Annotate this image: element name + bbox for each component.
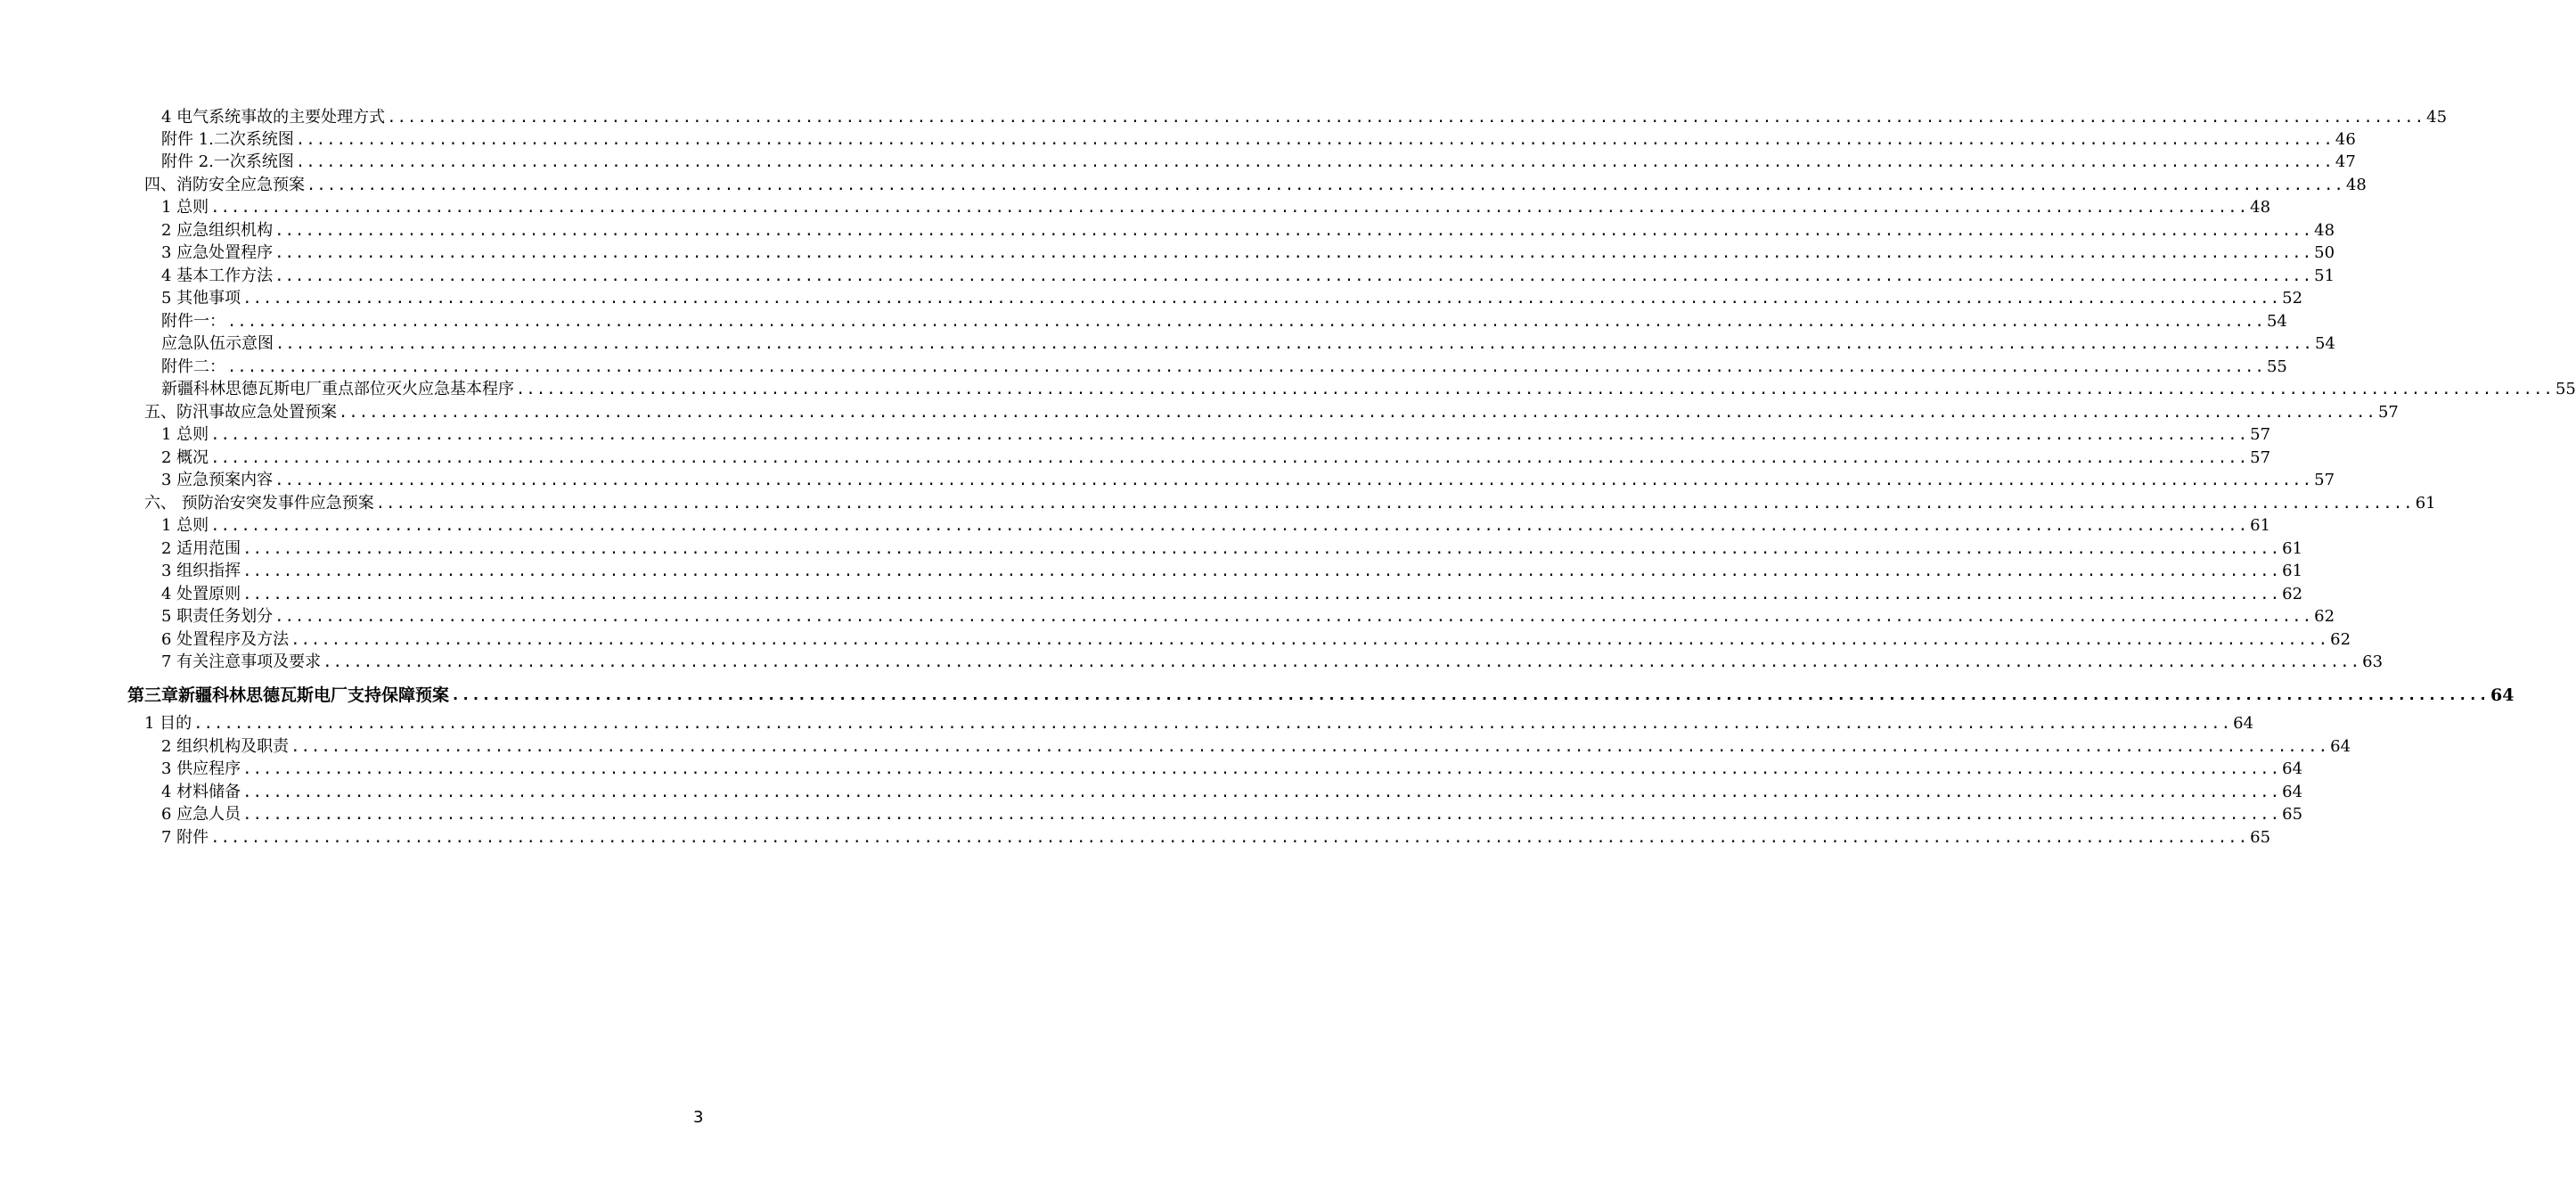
toc-entry-page: 62: [2282, 585, 2303, 603]
toc-entry-label: 5 其他事项: [161, 289, 241, 308]
toc-entry-page: 64: [2330, 737, 2351, 756]
toc-entry[interactable]: [161, 423, 2271, 445]
toc-entry[interactable]: [161, 286, 2303, 308]
dot-leader: ........................................................................................................................................................................................................: [307, 176, 2344, 194]
toc-entry-label: 2 概况: [161, 448, 209, 467]
toc-entry-page: 64: [2490, 685, 2515, 705]
toc-entry-label: 4 材料储备: [161, 783, 241, 801]
toc-entry-page: 55: [2555, 380, 2576, 398]
dot-leader: ........................................................................................................................................................................................................: [210, 199, 2249, 217]
toc-entry[interactable]: [161, 127, 2356, 150]
toc-entry-label: 四、消防安全应急预案: [144, 176, 305, 194]
toc-entry-page: 61: [2282, 539, 2303, 558]
toc-entry-page: 55: [2266, 357, 2287, 376]
toc-entry-label: 6 应急人员: [161, 805, 241, 824]
toc-entry-label: 7 附件: [161, 828, 209, 847]
dot-leader: ........................................................................................................................................................................................................: [193, 715, 2232, 733]
toc-entry-page: 61: [2250, 516, 2271, 535]
toc-entry[interactable]: [161, 802, 2303, 825]
toc-entry-page: 54: [2266, 312, 2287, 331]
dot-leader: ........................................................................................................................................................................................................: [295, 153, 2334, 171]
dot-leader: ........................................................................................................................................................................................................: [375, 495, 2414, 513]
toc-entry-label: 6 处置程序及方法: [161, 630, 290, 649]
toc-entry[interactable]: [161, 628, 2351, 650]
toc-entry[interactable]: [161, 446, 2271, 468]
dot-leader: ........................................................................................................................................................................................................: [290, 631, 2329, 649]
toc-entry[interactable]: [144, 711, 2254, 734]
toc-entry[interactable]: [161, 332, 2335, 354]
toc-entry-label: 4 处置原则: [161, 585, 241, 603]
toc-entry[interactable]: [161, 195, 2271, 217]
toc-entry[interactable]: [161, 264, 2335, 286]
dot-leader: ........................................................................................................................................................................................................: [227, 358, 2265, 376]
dot-leader: ........................................................................................................................................................................................................: [242, 586, 2281, 603]
dot-leader: ........................................................................................................................................................................................................: [323, 653, 2361, 671]
dot-leader: ........................................................................................................................................................................................................: [242, 806, 2281, 824]
toc-entry[interactable]: [161, 825, 2271, 848]
toc-entry[interactable]: [161, 218, 2335, 241]
dot-leader: ........................................................................................................................................................................................................: [339, 404, 2376, 422]
toc-entry-label: 附件二：: [161, 357, 225, 376]
toc-entry[interactable]: [161, 537, 2303, 559]
toc-entry[interactable]: [144, 173, 2367, 195]
toc-entry[interactable]: [144, 400, 2399, 423]
toc-entry-label: 3 供应程序: [161, 759, 241, 778]
toc-entry-label: 1 目的: [144, 714, 192, 733]
toc-entry-label: 4 基本工作方法: [161, 267, 274, 285]
toc-entry-page: 61: [2282, 562, 2303, 580]
toc-entry-label: 附件 1.二次系统图: [161, 130, 294, 149]
toc-entry-label: 新疆科林思德瓦斯电厂重点部位灭火应急基本程序: [161, 380, 514, 398]
dot-leader: ........................................................................................................................................................................................................: [516, 381, 2554, 398]
toc-entry[interactable]: [161, 734, 2351, 757]
toc-entry-page: 57: [2377, 403, 2399, 422]
dot-leader: ........................................................................................................................................................................................................: [210, 829, 2249, 847]
dot-leader: ........................................................................................................................................................................................................: [274, 472, 2313, 489]
dot-leader: ........................................................................................................................................................................................................: [387, 109, 2425, 127]
toc-entry-label: 3 应急处置程序: [161, 243, 274, 262]
toc-entry-page: 52: [2282, 289, 2303, 308]
toc-entry[interactable]: [161, 604, 2335, 627]
toc-entry-page: 50: [2314, 243, 2335, 262]
toc-entry-label: 六、 预防治安突发事件应急预案: [144, 494, 374, 513]
toc-entry-label: 应急队伍示意图: [161, 334, 274, 353]
toc-chapter-entry[interactable]: [127, 680, 2515, 705]
toc-entry-label: 五、防汛事故应急处置预案: [144, 403, 337, 422]
toc-entry[interactable]: [161, 513, 2271, 536]
toc-entry-page: 51: [2314, 267, 2335, 285]
toc-entry-page: 64: [2233, 714, 2254, 733]
toc-entry[interactable]: [161, 150, 2356, 172]
dot-leader: ........................................................................................................................................................................................................: [242, 760, 2281, 778]
toc-entry-page: 48: [2345, 176, 2367, 194]
toc-entry-page: 61: [2415, 494, 2436, 513]
toc-entry[interactable]: [161, 468, 2335, 490]
toc-entry[interactable]: [161, 582, 2303, 604]
toc-entry-page: 57: [2250, 425, 2271, 444]
toc-entry-label: 1 总则: [161, 198, 209, 217]
toc-entry-page: 54: [2314, 334, 2335, 353]
toc-entry-label: 1 总则: [161, 516, 209, 535]
toc-entry-page: 63: [2362, 652, 2384, 671]
toc-entry[interactable]: [161, 559, 2303, 581]
dot-leader: ........................................................................................................................................................................................................: [227, 313, 2265, 331]
dot-leader: ........................................................................................................................................................................................................: [210, 517, 2249, 535]
dot-leader: ........................................................................................................................................................................................................: [290, 738, 2329, 756]
toc-entry-label: 附件一：: [161, 312, 225, 331]
toc-entry[interactable]: [161, 757, 2303, 779]
page-number: 3: [693, 1108, 704, 1127]
toc-entry-page: 45: [2426, 108, 2448, 127]
toc-entry[interactable]: [161, 377, 2576, 399]
toc-entry-page: 65: [2250, 828, 2271, 847]
toc-entry-page: 48: [2250, 198, 2271, 217]
toc-entry[interactable]: [161, 650, 2384, 672]
toc-entry[interactable]: [161, 105, 2448, 127]
dot-leader: ........................................................................................................................................................................................................: [210, 426, 2249, 444]
dot-leader: ........................................................................................................................................................................................................: [274, 267, 2313, 285]
toc-entry-label: 2 适用范围: [161, 539, 241, 558]
toc-entry-page: 64: [2282, 759, 2303, 778]
toc-entry-label: 7 有关注意事项及要求: [161, 652, 322, 671]
toc-entry-page: 57: [2314, 471, 2335, 489]
toc-entry-label: 附件 2.一次系统图: [161, 152, 294, 171]
toc-entry-label: 1 总则: [161, 425, 209, 444]
toc-entry-page: 46: [2335, 130, 2356, 149]
toc-entry-page: 64: [2282, 783, 2303, 801]
dot-leader: ........................................................................................................................................................................................................: [242, 784, 2281, 801]
toc-entry-page: 48: [2314, 221, 2335, 240]
toc-entry-label: 4 电气系统事故的主要处理方式: [161, 108, 386, 127]
toc-entry-label: 第三章新疆科林思德瓦斯电厂支持保障预案: [127, 685, 450, 705]
toc-entry[interactable]: [144, 491, 2436, 513]
dot-leader: ........................................................................................................................................................................................................: [274, 244, 2313, 262]
toc-entry-page: 47: [2335, 152, 2356, 171]
dot-leader: ........................................................................................................................................................................................................: [274, 222, 2313, 240]
dot-leader: ........................................................................................................................................................................................................: [275, 335, 2313, 353]
toc-entry-page: 65: [2282, 805, 2303, 824]
toc-entry[interactable]: [161, 241, 2335, 263]
toc-entry-page: 57: [2250, 448, 2271, 467]
toc-entry-page: 62: [2330, 630, 2351, 649]
toc-entry[interactable]: [161, 780, 2303, 802]
toc-entry-page: 62: [2314, 607, 2335, 626]
toc-entry-label: 3 组织指挥: [161, 562, 241, 580]
toc-entry-label: 3 应急预案内容: [161, 471, 274, 489]
toc-entry[interactable]: [161, 355, 2287, 377]
dot-leader: ........................................................................................................................................................................................................: [210, 449, 2249, 467]
dot-leader: ........................................................................................................................................................................................................: [295, 131, 2334, 149]
dot-leader: ........................................................................................................................................................................................................: [451, 686, 2489, 704]
dot-leader: ........................................................................................................................................................................................................: [274, 608, 2313, 626]
toc-entry-label: 5 职责任务划分: [161, 607, 274, 626]
toc-entry-label: 2 组织机构及职责: [161, 737, 290, 756]
dot-leader: ........................................................................................................................................................................................................: [242, 540, 2281, 558]
dot-leader: ........................................................................................................................................................................................................: [242, 290, 2281, 308]
toc-entry[interactable]: [161, 309, 2287, 332]
toc-entry-label: 2 应急组织机构: [161, 221, 274, 240]
dot-leader: ........................................................................................................................................................................................................: [242, 562, 2281, 580]
